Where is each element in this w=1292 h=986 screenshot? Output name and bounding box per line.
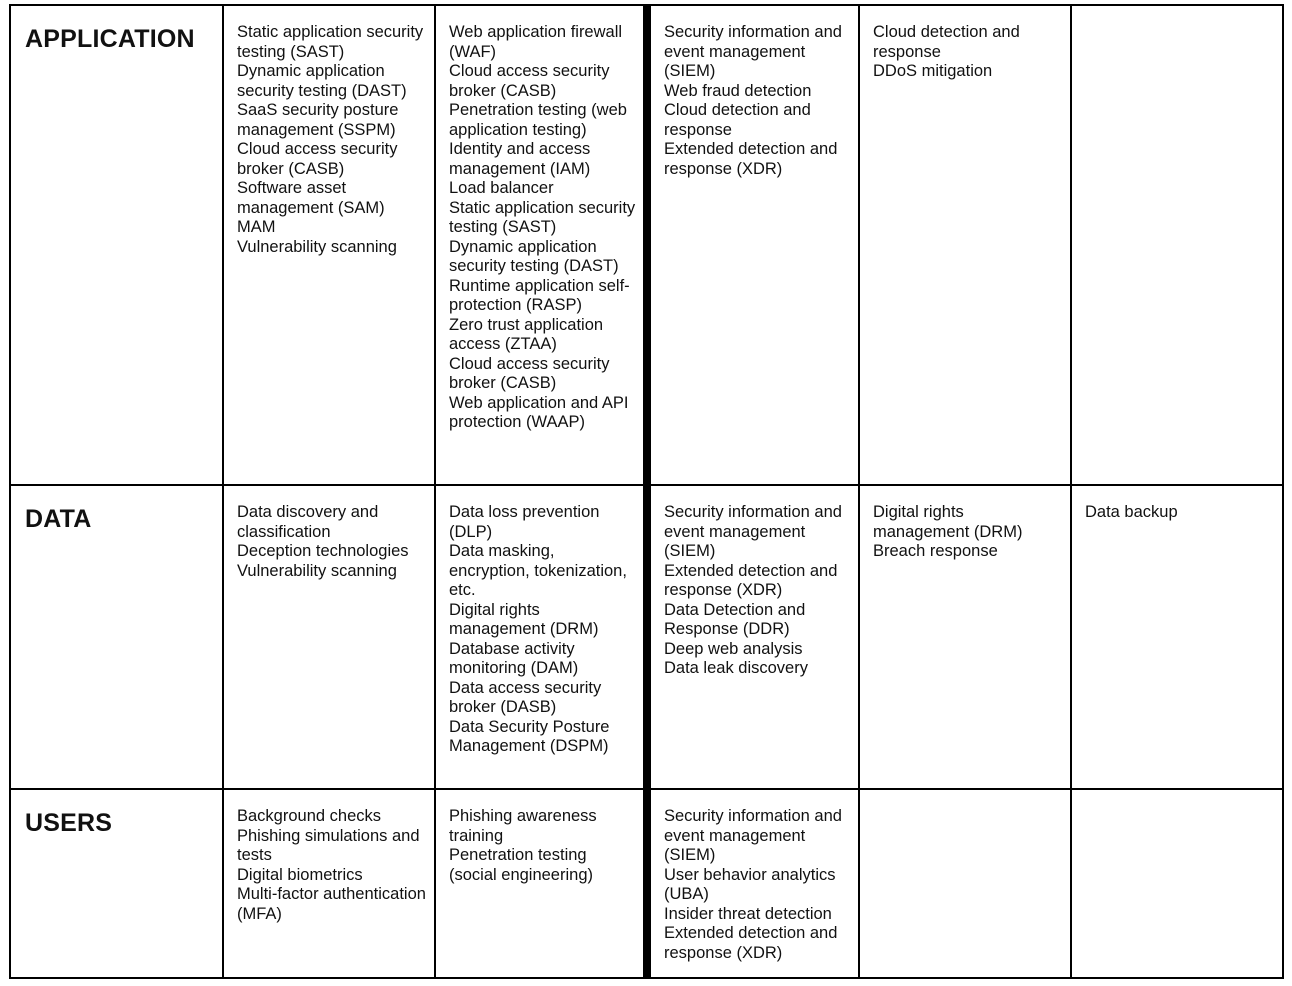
list-item: MAM xyxy=(237,218,276,236)
list-item: Digital biometrics xyxy=(237,865,363,884)
row-label-cell xyxy=(10,5,223,485)
row-label: APPLICATION xyxy=(25,25,195,53)
list-item: Vulnerability scanning xyxy=(237,561,397,580)
list-item: Load balancer xyxy=(449,179,554,197)
list-item: Security information and event management (SIEM) xyxy=(664,503,842,560)
list-item: Data discovery and classification xyxy=(237,503,379,541)
list-item: DDoS mitigation xyxy=(873,62,993,80)
list-item: Cloud detection and response xyxy=(664,101,811,139)
table-cell xyxy=(435,789,647,978)
list-item: Vulnerability scanning xyxy=(237,237,397,256)
table-cell xyxy=(435,485,647,789)
list-item: Cloud access security broker (CASB) xyxy=(237,140,398,178)
list-item: Extended detection and response (XDR) xyxy=(664,561,838,599)
list-item: Data loss prevention (DLP) xyxy=(449,503,600,541)
row-label-cell xyxy=(10,485,223,789)
table-row-users xyxy=(10,789,1283,978)
list-item: Background checks xyxy=(237,807,381,825)
cell-item-list xyxy=(651,486,858,679)
cell-item-list xyxy=(436,790,643,885)
table-cell xyxy=(647,5,859,485)
list-item: Cloud access security broker (CASB) xyxy=(449,354,610,392)
list-item: Web fraud detection xyxy=(664,81,812,100)
list-item: Extended detection and response (XDR) xyxy=(664,140,838,178)
list-item: Web application and API protection (WAAP) xyxy=(449,393,629,431)
table-cell xyxy=(223,789,435,978)
list-item: Web application firewall (WAF) xyxy=(449,23,623,61)
table-cell-empty xyxy=(1071,789,1283,978)
list-item: Extended detection and response (XDR) xyxy=(664,924,838,962)
list-item: Security information and event management (SIEM) xyxy=(664,807,842,864)
cell-item-list xyxy=(860,486,1070,562)
list-item: User behavior analytics (UBA) xyxy=(664,865,836,903)
table-row-data xyxy=(10,485,1283,789)
table-cell xyxy=(647,789,859,978)
cell-item-list xyxy=(224,6,434,257)
list-item: Cloud detection and response xyxy=(873,23,1020,61)
cell-item-list xyxy=(224,790,434,924)
list-item: Digital rights management (DRM) xyxy=(873,503,1023,541)
table-cell xyxy=(223,5,435,485)
cell-item-list xyxy=(1072,486,1282,523)
row-label-cell xyxy=(10,789,223,978)
list-item: Database activity monitoring (DAM) xyxy=(449,639,579,677)
row-label: DATA xyxy=(25,505,92,533)
table-cell xyxy=(859,485,1071,789)
list-item: Dynamic application security testing (DAST) xyxy=(237,62,407,100)
cell-item-list xyxy=(436,6,643,433)
list-item: Data access security broker (DASB) xyxy=(449,678,602,716)
list-item: Dynamic application security testing (DAST) xyxy=(449,237,619,275)
list-item: Penetration testing (social engineering) xyxy=(449,846,593,884)
list-item: Data backup xyxy=(1085,503,1178,521)
list-item: Deep web analysis xyxy=(664,639,803,658)
list-item: Static application security testing (SAST) xyxy=(449,198,636,236)
list-item: Multi-factor authentication (MFA) xyxy=(237,885,426,923)
list-item: Digital rights management (DRM) xyxy=(449,600,599,638)
table-cell xyxy=(1071,485,1283,789)
cell-item-list xyxy=(860,6,1070,82)
list-item: Zero trust application access (ZTAA) xyxy=(449,315,604,353)
table-cell xyxy=(435,5,647,485)
security-matrix-table xyxy=(9,4,1284,979)
list-item: Phishing awareness training xyxy=(449,807,597,845)
list-item: Data masking, encryption, tokenization, etc. xyxy=(449,542,627,599)
list-item: Data Security Posture Management (DSPM) xyxy=(449,717,610,755)
table-row-application xyxy=(10,5,1283,485)
list-item: SaaS security posture management (SSPM) xyxy=(237,101,399,139)
list-item: Data leak discovery xyxy=(664,659,808,677)
cell-item-list xyxy=(224,486,434,581)
list-item: Software asset management (SAM) xyxy=(237,179,385,217)
list-item: Cloud access security broker (CASB) xyxy=(449,62,610,100)
list-item: Identity and access management (IAM) xyxy=(449,140,591,178)
list-item: Phishing simulations and tests xyxy=(237,826,420,864)
list-item: Deception technologies xyxy=(237,542,409,560)
table-cell-empty xyxy=(859,789,1071,978)
cell-item-list xyxy=(651,790,858,963)
table-cell-empty xyxy=(1071,5,1283,485)
cell-item-list xyxy=(651,6,858,179)
list-item: Data Detection and Response (DDR) xyxy=(664,600,806,638)
cell-item-list xyxy=(436,486,643,757)
list-item: Insider threat detection xyxy=(664,904,832,923)
list-item: Runtime application self-protection (RASP) xyxy=(449,276,630,314)
list-item: Static application security testing (SAST) xyxy=(237,23,424,61)
table-cell xyxy=(223,485,435,789)
list-item: Penetration testing (web application testing) xyxy=(449,101,627,139)
list-item: Breach response xyxy=(873,542,998,560)
list-item: Security information and event management (SIEM) xyxy=(664,23,842,80)
table-cell xyxy=(859,5,1071,485)
row-label: USERS xyxy=(25,809,113,837)
table-cell xyxy=(647,485,859,789)
